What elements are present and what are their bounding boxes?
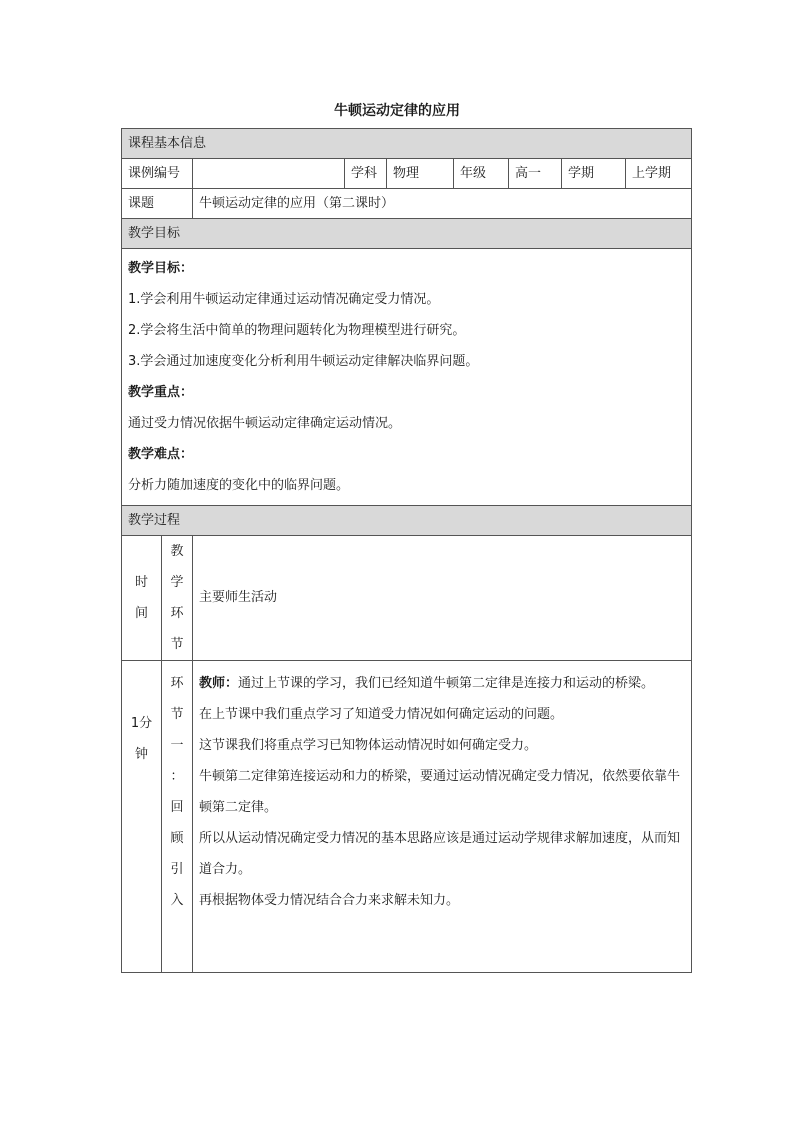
time-header: 时 间: [122, 536, 162, 661]
section-heading: 教学目标: [122, 219, 692, 249]
topic-label: 课题: [122, 189, 193, 219]
goals-label: 教学目标：: [128, 261, 194, 276]
stage-cell: 环 节 一 ： 回 顾 引 入: [162, 661, 193, 973]
activity-header: 主要师生活动: [193, 536, 692, 661]
teacher-label: 教师：: [199, 676, 239, 691]
section-heading: 教学过程: [122, 506, 692, 536]
objectives-row: [122, 249, 692, 506]
section-heading: 课程基本信息: [122, 129, 692, 159]
topic-value: 牛顿运动定律的应用（第二课时）: [193, 189, 692, 219]
stage-header: 教 学 环 节: [162, 536, 193, 661]
activity-cell: [193, 661, 692, 973]
section-objectives: [122, 219, 692, 249]
difficulty-text: 分析力随加速度的变化中的临界问题。: [128, 478, 350, 493]
case-no-value: [193, 159, 345, 189]
grade-value: 高一: [509, 159, 562, 189]
subject-label: 学科: [345, 159, 387, 189]
activity-line: 教师：通过上节课的学习，我们已经知道牛顿第二定律是连接力和运动的桥梁。: [199, 676, 655, 691]
section-basic-info: [122, 129, 692, 159]
process-row: [122, 661, 692, 973]
grade-label: 年级: [454, 159, 509, 189]
objectives-content: [122, 249, 692, 506]
topic-row: [122, 189, 692, 219]
key-points-text: 通过受力情况依据牛顿运动定律确定运动情况。: [128, 416, 402, 431]
case-no-label: 课例编号: [122, 159, 193, 189]
goal-item: 1.学会利用牛顿运动定律通过运动情况确定受力情况。: [128, 292, 440, 307]
time-cell: 1分 钟: [122, 661, 162, 973]
activity-line: 再根据物体受力情况结合合力来求解未知力。: [199, 893, 460, 908]
term-value: 上学期: [626, 159, 692, 189]
section-process: [122, 506, 692, 536]
activity-line: 所以从运动情况确定受力情况的基本思路应该是通过运动学规律求解加速度，从而知道合力。: [199, 831, 681, 877]
activity-line: 这节课我们将重点学习已知物体运动情况时如何确定受力。: [199, 738, 538, 753]
term-label: 学期: [562, 159, 626, 189]
lesson-plan-table: [121, 128, 692, 973]
activity-line: 在上节课中我们重点学习了知道受力情况如何确定运动的问题。: [199, 707, 564, 722]
activity-line: 牛顿第二定律第连接运动和力的桥梁，要通过运动情况确定受力情况，依然要依靠牛顿第二定律。: [199, 769, 681, 815]
difficulty-label: 教学难点：: [128, 447, 194, 462]
key-points-label: 教学重点：: [128, 385, 194, 400]
process-header-row: [122, 536, 692, 661]
info-row: [122, 159, 692, 189]
goal-item: 3.学会通过加速度变化分析利用牛顿运动定律解决临界问题。: [128, 354, 479, 369]
document-title: 牛顿运动定律的应用: [334, 103, 460, 119]
goal-item: 2.学会将生活中简单的物理问题转化为物理模型进行研究。: [128, 323, 466, 338]
subject-value: 物理: [387, 159, 454, 189]
